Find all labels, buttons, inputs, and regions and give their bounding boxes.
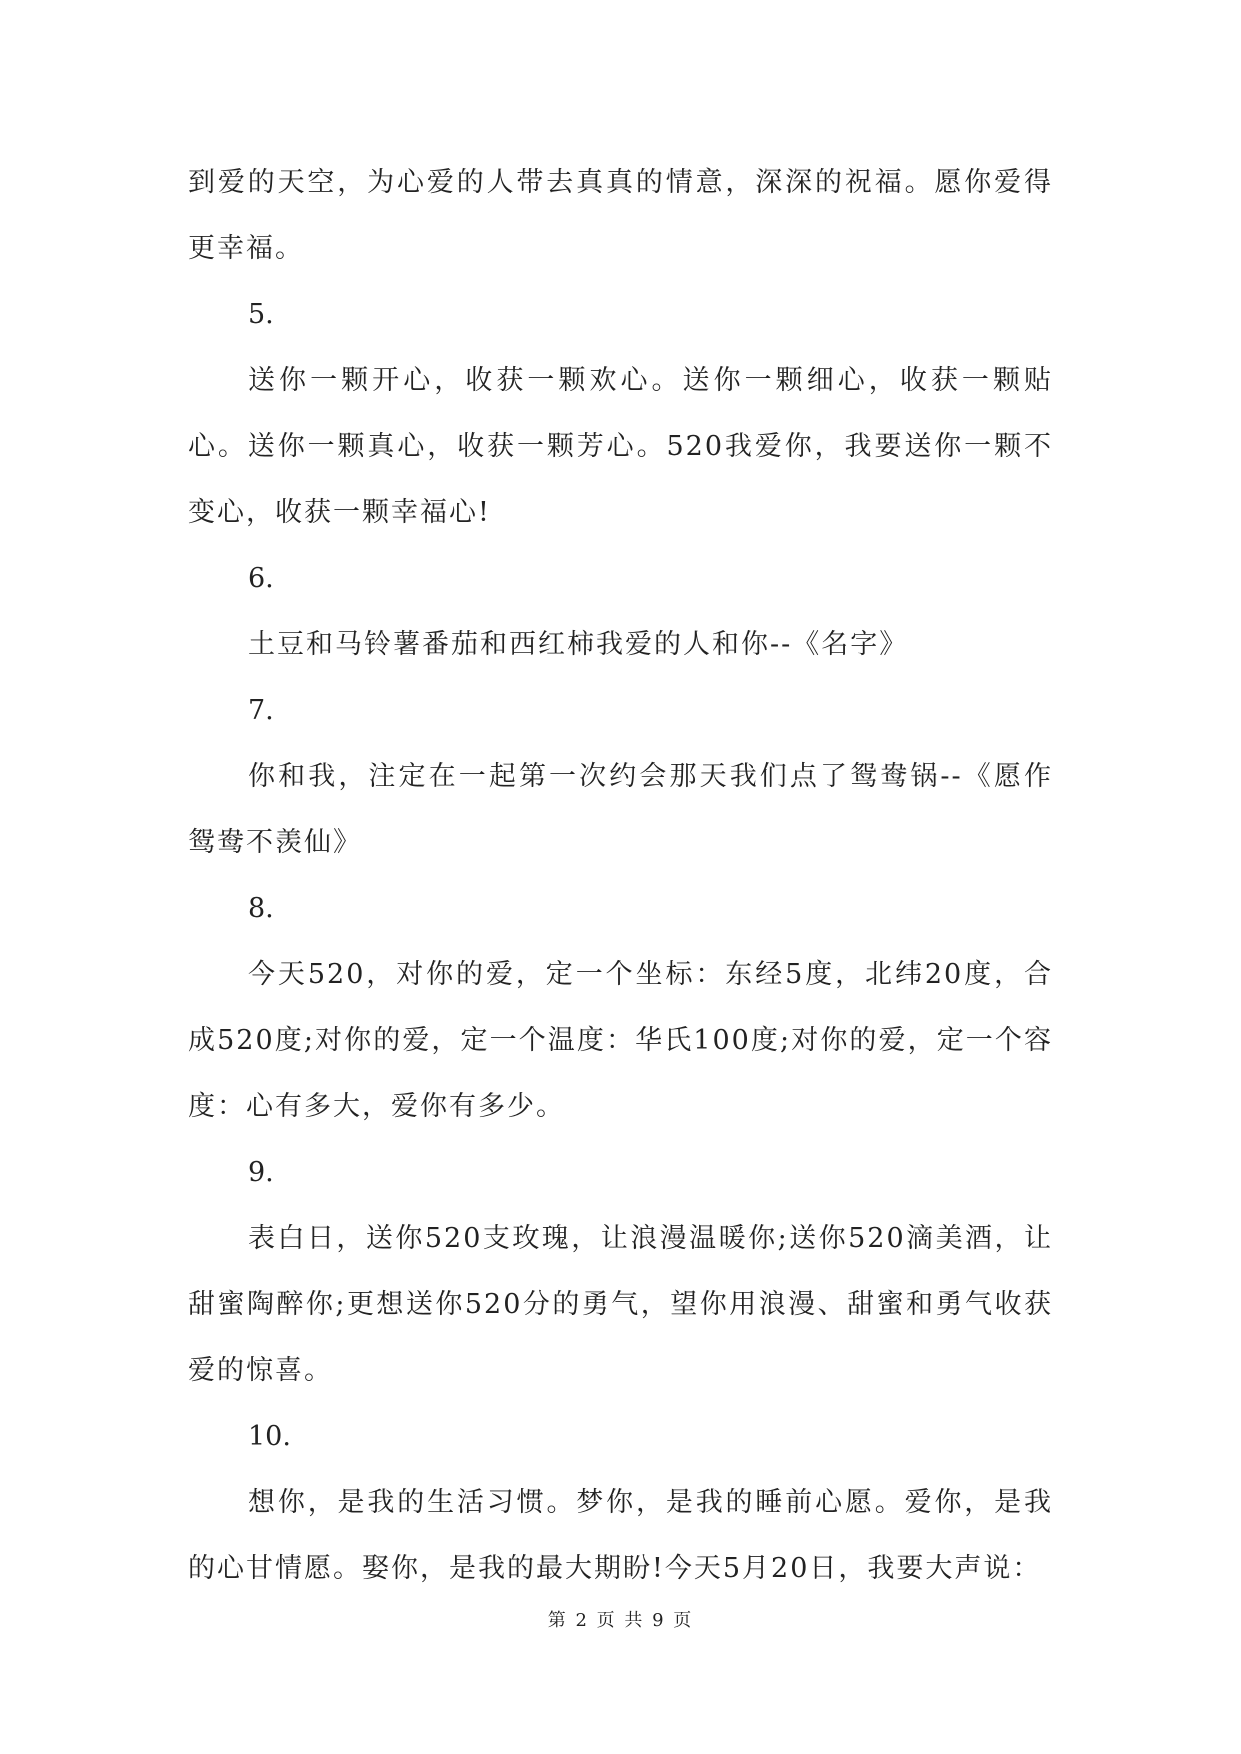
paragraph-item-7: 你和我，注定在一起第一次约会那天我们点了鸳鸯锅--《愿作鸳鸯不羡仙》	[188, 761, 1053, 858]
item-number-8: 8.	[248, 893, 274, 924]
paragraph-item-8: 今天520，对你的爱，定一个坐标：东经5度，北纬20度，合成520度;对你的爱，定一个温度：华氏100度;对你的爱，定一个容度：心有多大，爱你有多少。	[188, 959, 1053, 1122]
item-number-6: 6.	[248, 563, 274, 594]
paragraph-item-6: 土豆和马铃薯番茄和西红柿我爱的人和你--《名字》	[248, 629, 909, 660]
item-number-7: 7.	[248, 695, 274, 726]
item-number-9: 9.	[248, 1157, 274, 1188]
paragraph-item-10: 想你，是我的生活习惯。梦你，是我的睡前心愿。爱你，是我的心甘情愿。娶你，是我的最大期盼!今天5月20日，我要大声说：	[188, 1487, 1053, 1584]
paragraph-item-5: 送你一颗开心，收获一颗欢心。送你一颗细心，收获一颗贴心。送你一颗真心，收获一颗芳心。520我爱你，我要送你一颗不变心，收获一颗幸福心!	[188, 365, 1053, 528]
page-footer: 第 2 页 共 9 页	[547, 1610, 694, 1631]
document-body	[188, 150, 1053, 1602]
paragraph-continuation: 到爱的天空，为心爱的人带去真真的情意，深深的祝福。愿你爱得更幸福。	[188, 167, 1053, 264]
paragraph-item-9: 表白日，送你520支玫瑰，让浪漫温暖你;送你520滴美酒，让甜蜜陶醉你;更想送你520分的勇气，望你用浪漫、甜蜜和勇气收获爱的惊喜。	[188, 1223, 1053, 1386]
item-number-5: 5.	[248, 299, 274, 330]
item-number-10: 10.	[248, 1421, 291, 1452]
